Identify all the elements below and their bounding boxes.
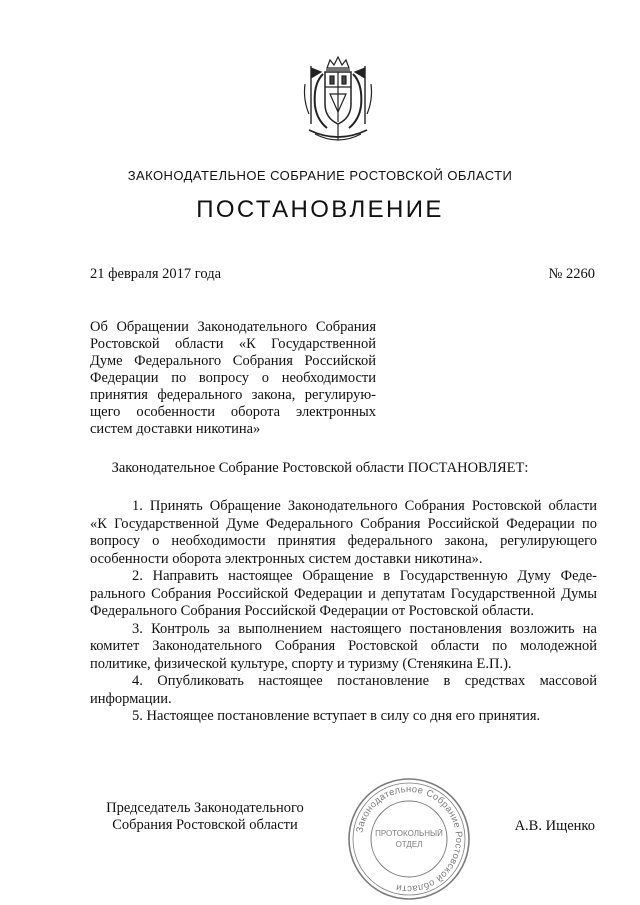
paragraph-1: 1. Принять Обращение Законодательного Собрания Ростовской области «К Государственной Думе Федерального Собрания Российской Федерации по вопросу о необходимости принятия федерального закона, регулирующего особенности оборота электронных систем доставки никотина». (90, 498, 597, 567)
svg-text:ПРОТОКОЛЬНЫЙ: ПРОТОКОЛЬНЫЙ (375, 829, 443, 838)
signatory-title-line-2: Собрания Ростовской области (112, 817, 298, 833)
preamble: Законодательное Собрание Ростовской области ПОСТАНОВЛЯЕТ: (111, 460, 529, 476)
svg-text:ОТДЕЛ: ОТДЕЛ (395, 840, 423, 849)
document-number: № 2260 (548, 266, 595, 282)
paragraph-5: 5. Настоящее постановление вступает в силу со дня его принятия. (132, 708, 541, 724)
document-body (90, 498, 597, 726)
signatory-name: А.В. Ищенко (514, 818, 595, 834)
signatory-title-line-1: Председатель Законодательного (106, 800, 304, 816)
signatory-title (90, 800, 320, 834)
organization-name: ЗАКОНОДАТЕЛЬНОЕ СОБРАНИЕ РОСТОВСКОЙ ОБЛАСТИ (127, 168, 513, 183)
paragraph-4: 4. Опубликовать настоящее постановление в средствах массовой информации. (90, 673, 597, 707)
document-subject: Об Обращении Законодательного Собрания Ростовской области «К Государственной Думе Федерального Собрания Российской Федерации по вопросу о необходимости принятия федерального закона, регулирующего особенности оборота электронных систем доставки никотина» (90, 319, 376, 437)
coat-of-arms-icon (297, 54, 379, 146)
paragraph-2: 2. Направить настоящее Обращение в Государственную Думу Федерального Собрания Российской Федерации и депутатам Государственной Думы Федерального Собрания Российской Федерации от Ростовской области. (90, 568, 597, 619)
svg-text:Законодательное Собрание Росто: Законодательное Собрание Ростовской области (354, 783, 465, 895)
official-stamp (346, 776, 472, 902)
document-date: 21 февраля 2017 года (90, 266, 222, 282)
paragraph-3: 3. Контроль за выполнением настоящего постановления возложить на комитет Законодательного Собрания Ростовской области по молодежной политике, физической культуре, спорту и туризму (Стенякина Е.П.). (90, 620, 597, 672)
document-type: ПОСТАНОВЛЕНИЕ (196, 196, 444, 223)
